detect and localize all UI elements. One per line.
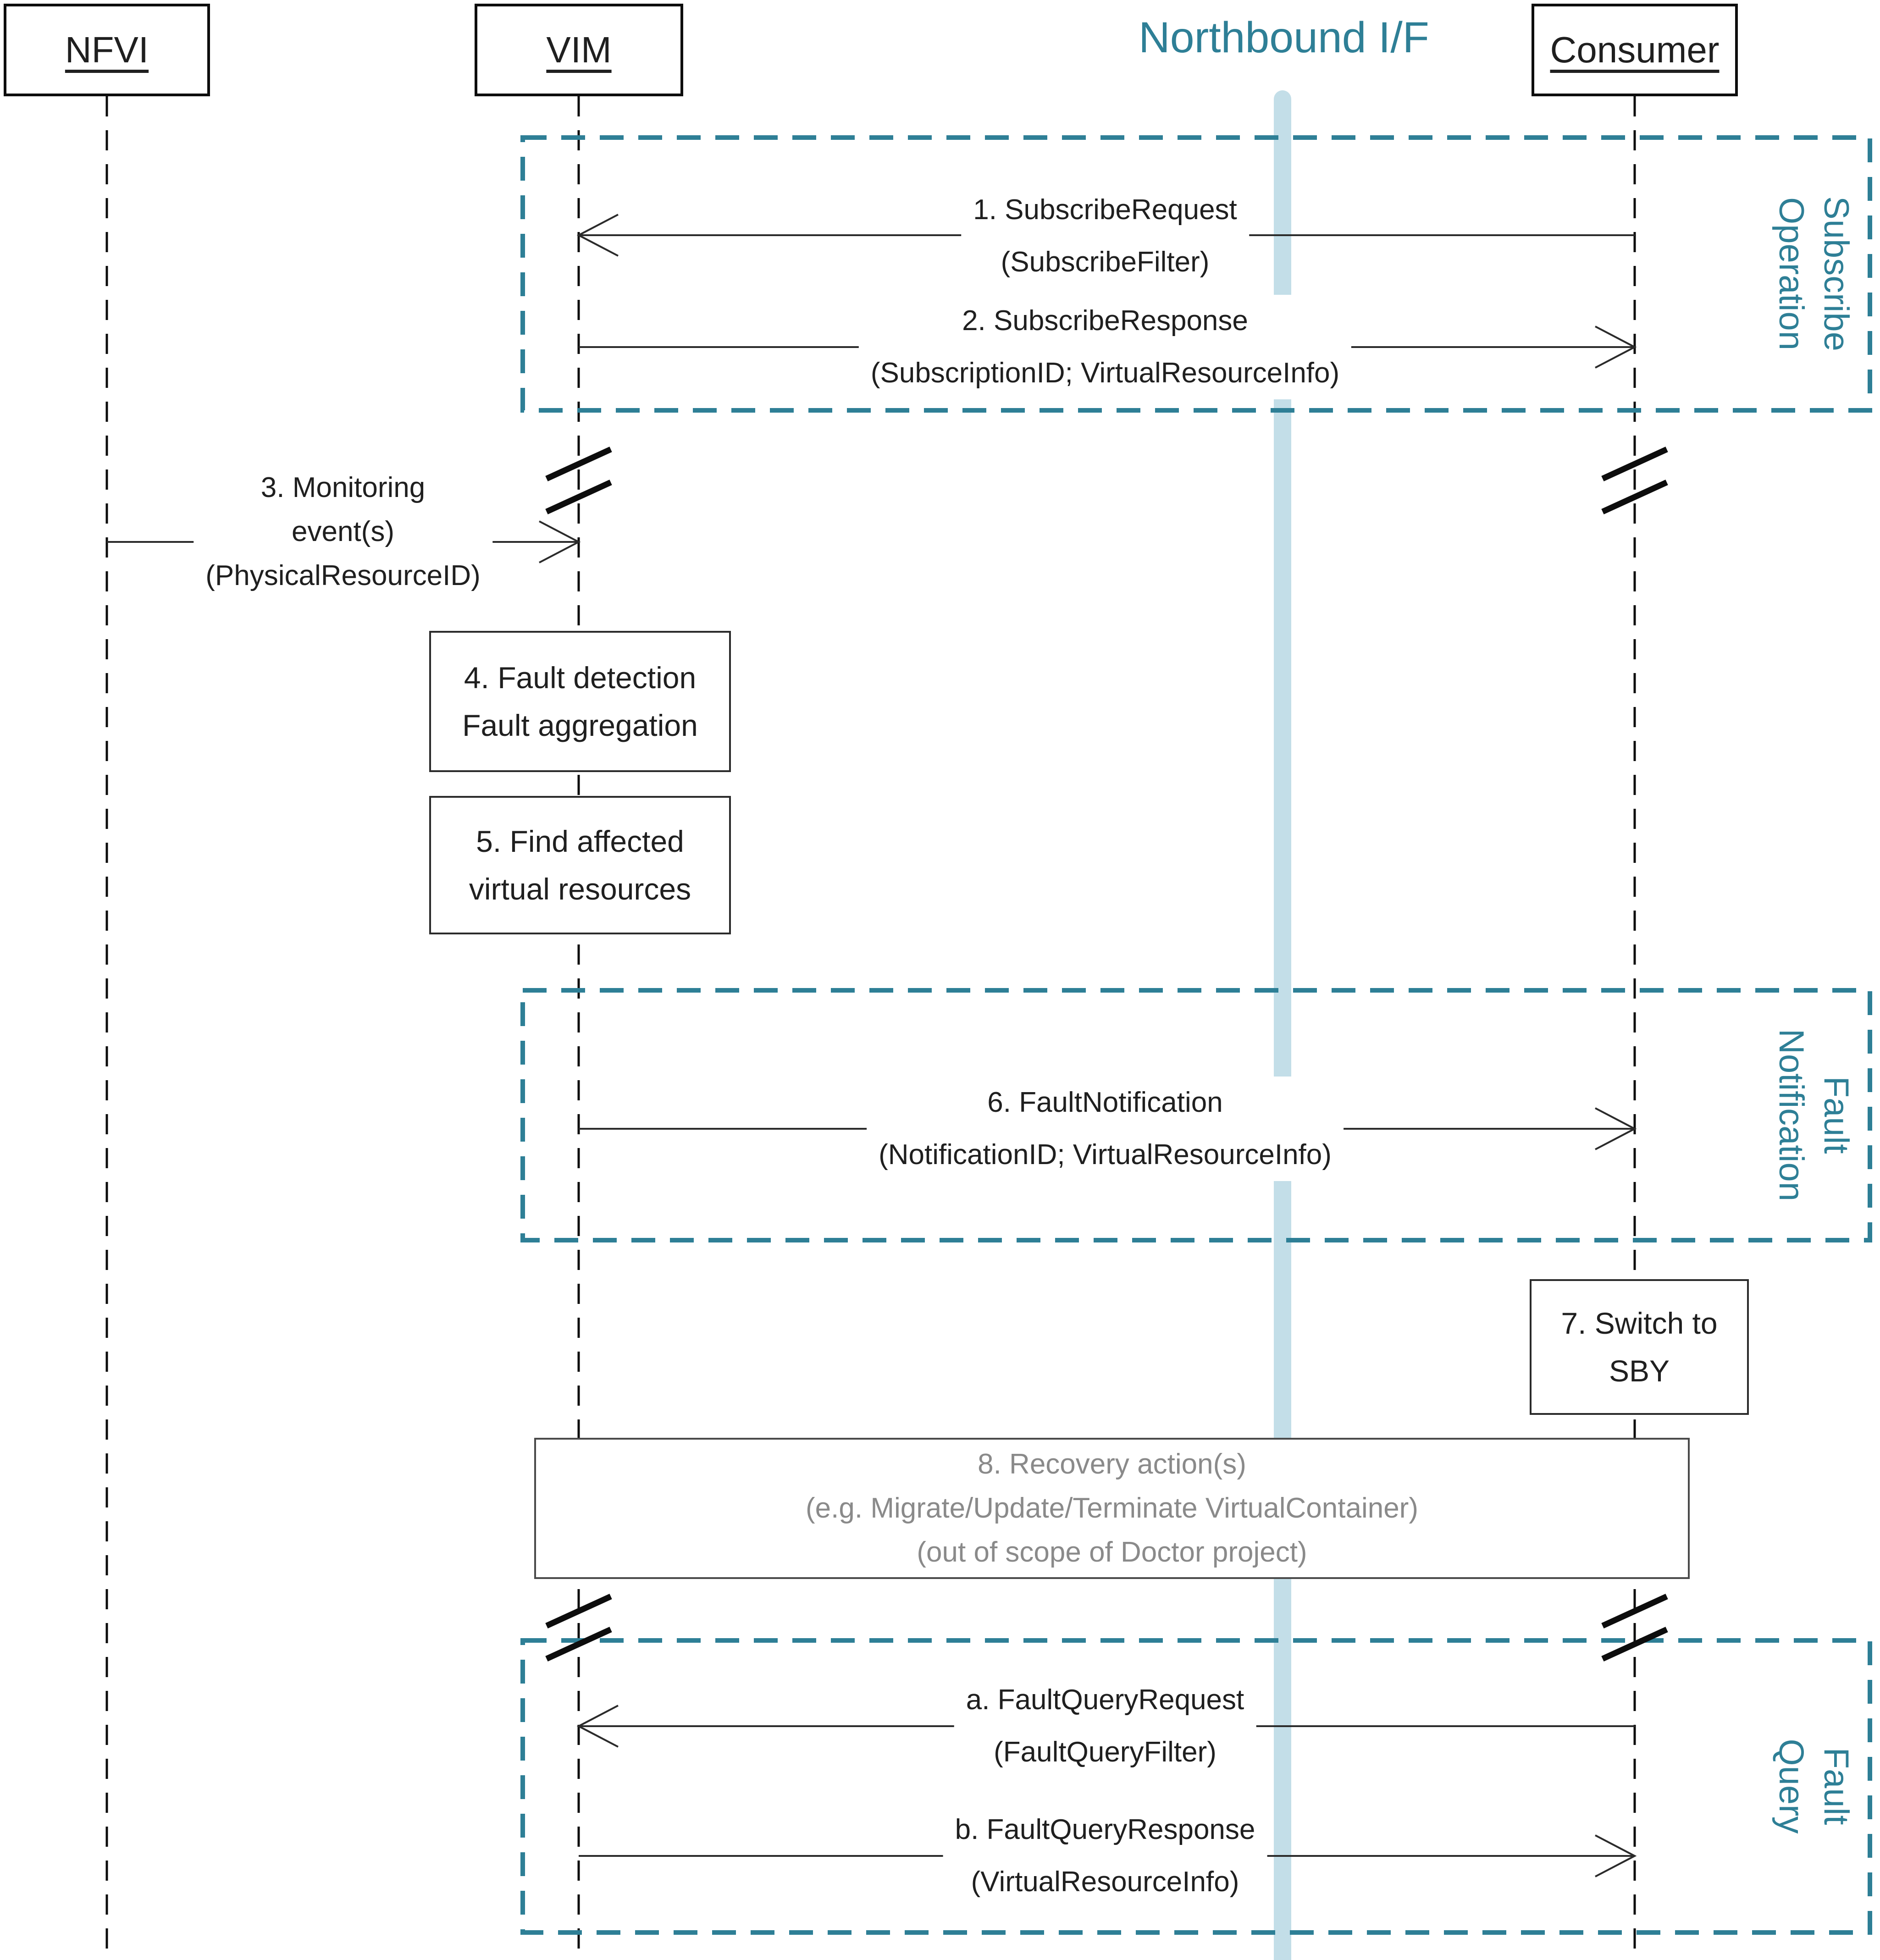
participant-nfvi-label: NFVI [65,29,149,70]
frame-label-line: Operation [1772,197,1811,350]
activity-recovery-actions [534,1438,1690,1579]
message-fault-query-response [943,1804,1267,1908]
participant-vim [475,4,683,96]
message-line: b. FaultQueryResponse [955,1814,1255,1845]
frame-label-fault-notification [1769,941,1858,1289]
frame-label-subscribe-operation [1769,99,1858,448]
activity-line: (out of scope of Doctor project) [917,1536,1307,1568]
message-line: 1. SubscribeRequest [973,194,1237,226]
message-line: (SubscribeFilter) [1001,246,1210,278]
activity-line: virtual resources [469,872,691,906]
activity-fault-detection [429,631,731,772]
activity-line: 8. Recovery action(s) [978,1448,1246,1480]
activity-line: 5. Find affected [476,824,684,858]
message-fault-query-request [954,1674,1256,1778]
message-line: (VirtualResourceInfo) [971,1866,1239,1898]
message-line: 2. SubscribeResponse [962,305,1248,337]
message-line: 6. FaultNotification [987,1087,1223,1118]
participant-consumer [1532,4,1738,96]
frame-label-line: Query [1772,1739,1811,1834]
frame-label-line: Fault [1817,1747,1856,1825]
message-line: event(s) [292,516,394,547]
northbound-interface-title: Northbound I/F [1139,13,1429,62]
message-line: (NotificationID; VirtualResourceInfo) [879,1139,1332,1170]
message-line: (PhysicalResourceID) [205,560,481,591]
activity-line: 4. Fault detection [464,661,697,695]
message-subscribe-request [961,184,1249,288]
participant-consumer-label: Consumer [1550,29,1720,70]
frame-label-line: Fault [1817,1076,1856,1154]
activity-find-affected-resources [429,796,731,934]
participant-nfvi [4,4,210,96]
activity-switch-to-sby [1530,1279,1749,1415]
activity-line: 7. Switch to [1561,1306,1718,1340]
message-fault-notification [867,1077,1344,1181]
activity-line: SBY [1609,1354,1670,1388]
frame-label-line: Notification [1772,1029,1811,1201]
message-monitoring-events [194,466,492,598]
message-subscribe-response [859,295,1351,399]
message-line: (FaultQueryFilter) [994,1736,1216,1768]
activity-line: (e.g. Migrate/Update/Terminate VirtualContainer) [806,1492,1418,1524]
message-line: 3. Monitoring [260,472,426,503]
activity-line: Fault aggregation [462,708,698,742]
frame-label-fault-query [1769,1612,1858,1960]
message-line: (SubscriptionID; VirtualResourceInfo) [870,357,1340,389]
participant-vim-label: VIM [546,29,612,70]
message-line: a. FaultQueryRequest [966,1684,1244,1716]
frame-label-line: Subscribe [1817,196,1856,351]
